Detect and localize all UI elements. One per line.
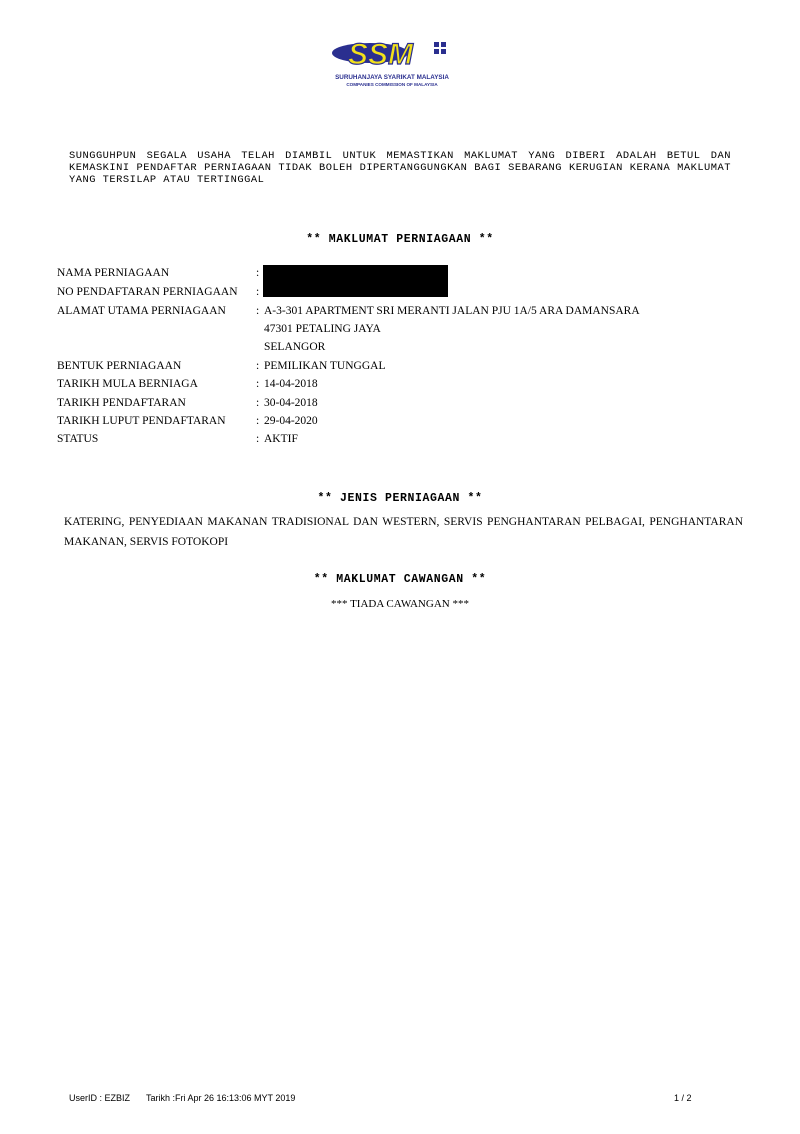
branch-heading: ** MAKLUMAT CAWANGAN ** xyxy=(313,573,487,586)
field-label: TARIKH PENDAFTARAN xyxy=(57,397,186,409)
field-colon: : xyxy=(256,286,260,298)
footer-user-id: UserID : EZBIZ xyxy=(69,1093,131,1103)
business-type-heading: ** JENIS PERNIAGAAN ** xyxy=(317,492,483,505)
field-value: PEMILIKAN TUNGGAL xyxy=(264,360,386,372)
field-label: ALAMAT UTAMA PERNIAGAAN xyxy=(57,305,226,317)
field-colon: : xyxy=(256,360,260,372)
business-info-heading: ** MAKLUMAT PERNIAGAAN ** xyxy=(306,233,494,246)
field-label: STATUS xyxy=(57,433,99,445)
field-colon: : xyxy=(256,415,260,427)
address-line-2: 47301 PETALING JAYA xyxy=(264,323,381,335)
field-colon: : xyxy=(256,397,260,409)
address-line-1: A-3-301 APARTMENT SRI MERANTI JALAN PJU 1A/5 ARA DAMANSARA xyxy=(264,305,640,317)
logo-mark: SSM xyxy=(348,38,414,71)
field-label: TARIKH MULA BERNIAGA xyxy=(57,378,198,390)
field-value: 14-04-2018 xyxy=(264,378,318,390)
status-value: AKTIF xyxy=(264,433,298,445)
footer-date: Tarikh :Fri Apr 26 16:13:06 MYT 2019 xyxy=(146,1093,296,1103)
field-colon: : xyxy=(256,433,260,445)
disclaimer-text: SUNGGUHPUN SEGALA USAHA TELAH DIAMBIL UNTUK MEMASTIKAN MAKLUMAT YANG DIBERI ADALAH BETUL DAN KEMASKINI PENDAFTAR PERNIAGAAN TIDAK BOLEH DIPERTANGGUNGKAN BAGI SEBARANG KERUGIAN KERANA MAKLUMAT YANG TERSILAP ATAU TERTINGGAL xyxy=(69,150,731,186)
no-branch-text: *** TIADA CAWANGAN *** xyxy=(331,598,469,610)
field-value: 30-04-2018 xyxy=(264,397,318,409)
ssm-logo xyxy=(328,36,456,90)
field-label: NO PENDAFTARAN PERNIAGAAN xyxy=(57,286,238,298)
redaction-bar xyxy=(263,265,448,297)
logo-line1: SURUHANJAYA SYARIKAT MALAYSIA xyxy=(335,74,449,81)
field-colon: : xyxy=(256,267,260,279)
address-line-3: SELANGOR xyxy=(264,341,326,353)
business-type-text: KATERING, PENYEDIAAN MAKANAN TRADISIONAL DAN WESTERN, SERVIS PENGHANTARAN PELBAGAI, PENGHANTARAN MAKANAN, SERVIS FOTOKOPI xyxy=(64,516,743,548)
field-colon: : xyxy=(256,378,260,390)
logo-line2: COMPANIES COMMISSION OF MALAYSIA xyxy=(346,82,438,87)
field-label: TARIKH LUPUT PENDAFTARAN xyxy=(57,415,226,427)
field-label: BENTUK PERNIAGAAN xyxy=(57,360,182,372)
field-colon: : xyxy=(256,305,260,317)
page-number: 1 / 2 xyxy=(674,1093,692,1103)
field-value: 29-04-2020 xyxy=(264,415,318,427)
field-label: NAMA PERNIAGAAN xyxy=(57,267,170,279)
